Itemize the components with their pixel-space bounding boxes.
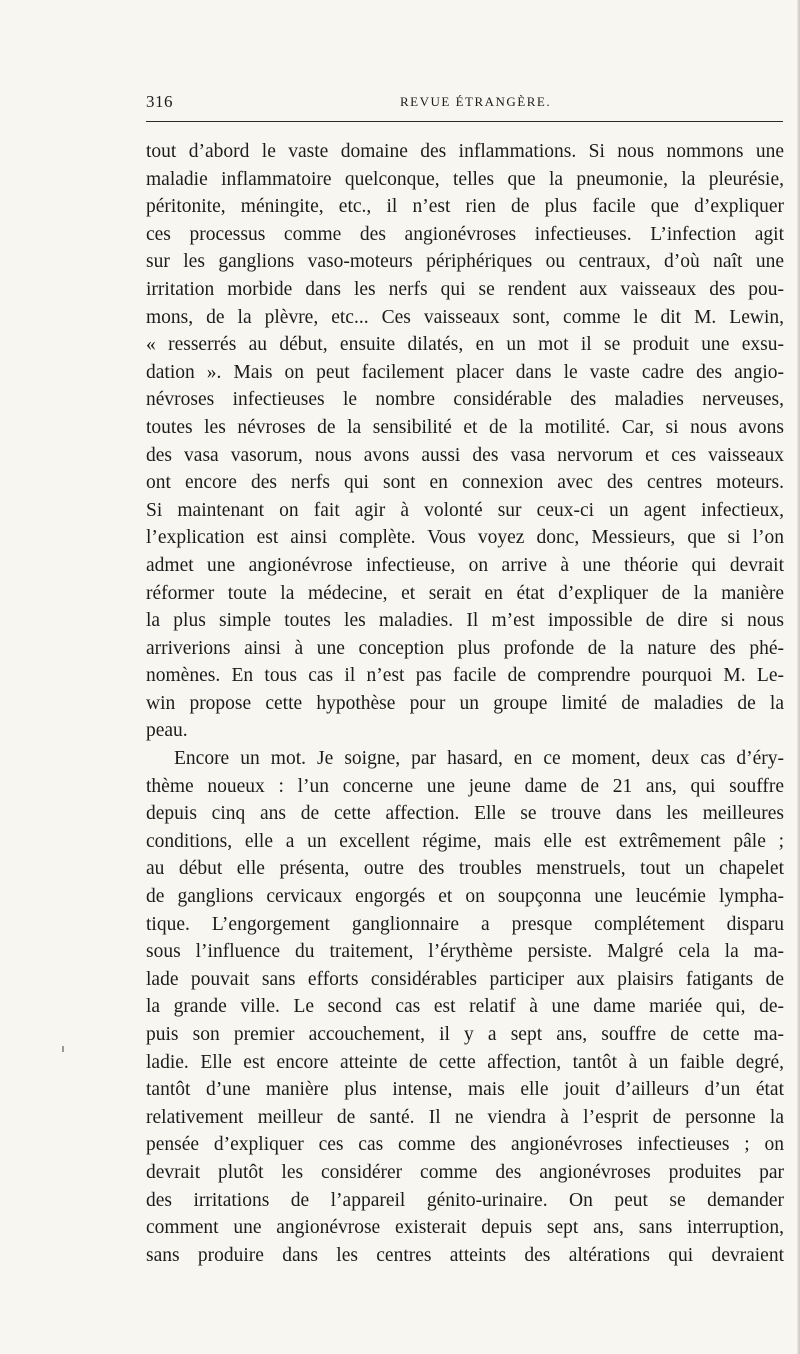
header-rule	[146, 121, 783, 122]
text-line: au début elle présenta, outre des troubles menstruels, tout un chapelet	[146, 858, 784, 880]
text-line: sur les ganglions vaso-moteurs périphériques ou centraux, d’où naît une	[146, 251, 784, 273]
text-line: sans produire dans les centres atteints des altérations qui devraient	[146, 1244, 784, 1266]
page-number: 316	[146, 92, 173, 111]
text-line: puis son premier accouchement, il y a sept ans, souffre de cette ma-	[146, 1024, 784, 1045]
text-line: nomènes. En tous cas il n’est pas facile de comprendre pourquoi M. Le-	[146, 665, 784, 687]
text-line: l’explication est ainsi complète. Vous voyez donc, Messieurs, que si l’on	[146, 527, 784, 549]
text-line: win propose cette hypothèse pour un groupe limité de maladies de la	[146, 692, 784, 714]
text-line: relativement meilleur de santé. Il ne viendra à l’esprit de personne la	[146, 1106, 784, 1128]
text-line: péritonite, méningite, etc., il n’est rien de plus facile que d’expliquer	[146, 196, 784, 218]
text-line: de ganglions cervicaux engorgés et on soupçonna une leucémie lympha-	[146, 886, 784, 908]
text-line: conditions, elle a un excellent régime, mais elle est extrêmement pâle ;	[146, 830, 784, 852]
text-line: réformer toute la médecine, et serait en état d’expliquer de la manière	[146, 582, 784, 604]
text-line: pensée d’expliquer ces cas comme des angionévroses infectieuses ; on	[146, 1134, 784, 1156]
body-text	[146, 138, 784, 1269]
text-line: ces processus comme des angionévroses infectieuses. L’infection agit	[146, 223, 784, 245]
text-line: tout d’abord le vaste domaine des inflammations. Si nous nommons une	[146, 141, 784, 162]
text-line: toutes les névroses de la sensibilité et de la motilité. Car, si nous avons	[146, 416, 784, 438]
text-line: admet une angionévrose infectieuse, on arrive à une théorie qui devrait	[146, 554, 784, 576]
text-line: tique. L’engorgement ganglionnaire a presque complétement disparu	[146, 913, 784, 935]
text-line: sous l’influence du traitement, l’érythème persiste. Malgré cela la ma-	[146, 941, 784, 963]
text-line: maladie inflammatoire quelconque, telles que la pneumonie, la pleurésie,	[146, 168, 784, 190]
text-line: dation ». Mais on peut facilement placer dans le vaste cadre des angio-	[146, 361, 784, 383]
text-line: thème noueux : l’un concerne une jeune dame de 21 ans, qui souffre	[146, 775, 784, 797]
text-line: devrait plutôt les considérer comme des angionévroses produites par	[146, 1161, 784, 1183]
text-line: Si maintenant on fait agir à volonté sur ceux-ci un agent infectieux,	[146, 499, 784, 521]
running-title: REVUE ÉTRANGÈRE.	[400, 94, 552, 109]
text-line: Encore un mot. Je soigne, par hasard, en ce moment, deux cas d’éry-	[174, 748, 784, 770]
text-line: depuis cinq ans de cette affection. Elle se trouve dans les meilleures	[146, 803, 784, 825]
text-line: mons, de la plèvre, etc... Ces vaisseaux sont, comme le dit M. Lewin,	[146, 306, 784, 328]
running-header	[146, 92, 786, 116]
text-line: tantôt d’une manière plus intense, mais elle jouit d’ailleurs d’un état	[146, 1079, 784, 1101]
margin-mark	[62, 1046, 64, 1052]
text-line: des vasa vasorum, nous avons aussi des vasa nervorum et ces vaisseaux	[146, 444, 784, 466]
text-line: des irritations de l’appareil génito-urinaire. On peut se demander	[146, 1189, 784, 1211]
text-line: peau.	[146, 720, 188, 742]
text-line: ladie. Elle est encore atteinte de cette affection, tantôt à un faible degré,	[146, 1051, 784, 1073]
text-line: la plus simple toutes les maladies. Il m’est impossible de dire si nous	[146, 610, 784, 632]
text-line: névroses infectieuses le nombre considérable des maladies nerveuses,	[146, 389, 784, 411]
text-line: ont encore des nerfs qui sont en connexion avec des centres moteurs.	[146, 472, 784, 494]
text-line: arriverions ainsi à une conception plus profonde de la nature des phé-	[146, 637, 784, 659]
text-line: « resserrés au début, ensuite dilatés, en un mot il se produit une exsu-	[146, 334, 784, 356]
text-line: irritation morbide dans les nerfs qui se rendent aux vaisseaux des pou-	[146, 278, 784, 300]
text-line: la grande ville. Le second cas est relatif à une dame mariée qui, de-	[146, 996, 784, 1018]
text-line: lade pouvait sans efforts considérables participer aux plaisirs fatigants de	[146, 968, 784, 990]
text-line: comment une angionévrose existerait depuis sept ans, sans interruption,	[146, 1217, 784, 1239]
